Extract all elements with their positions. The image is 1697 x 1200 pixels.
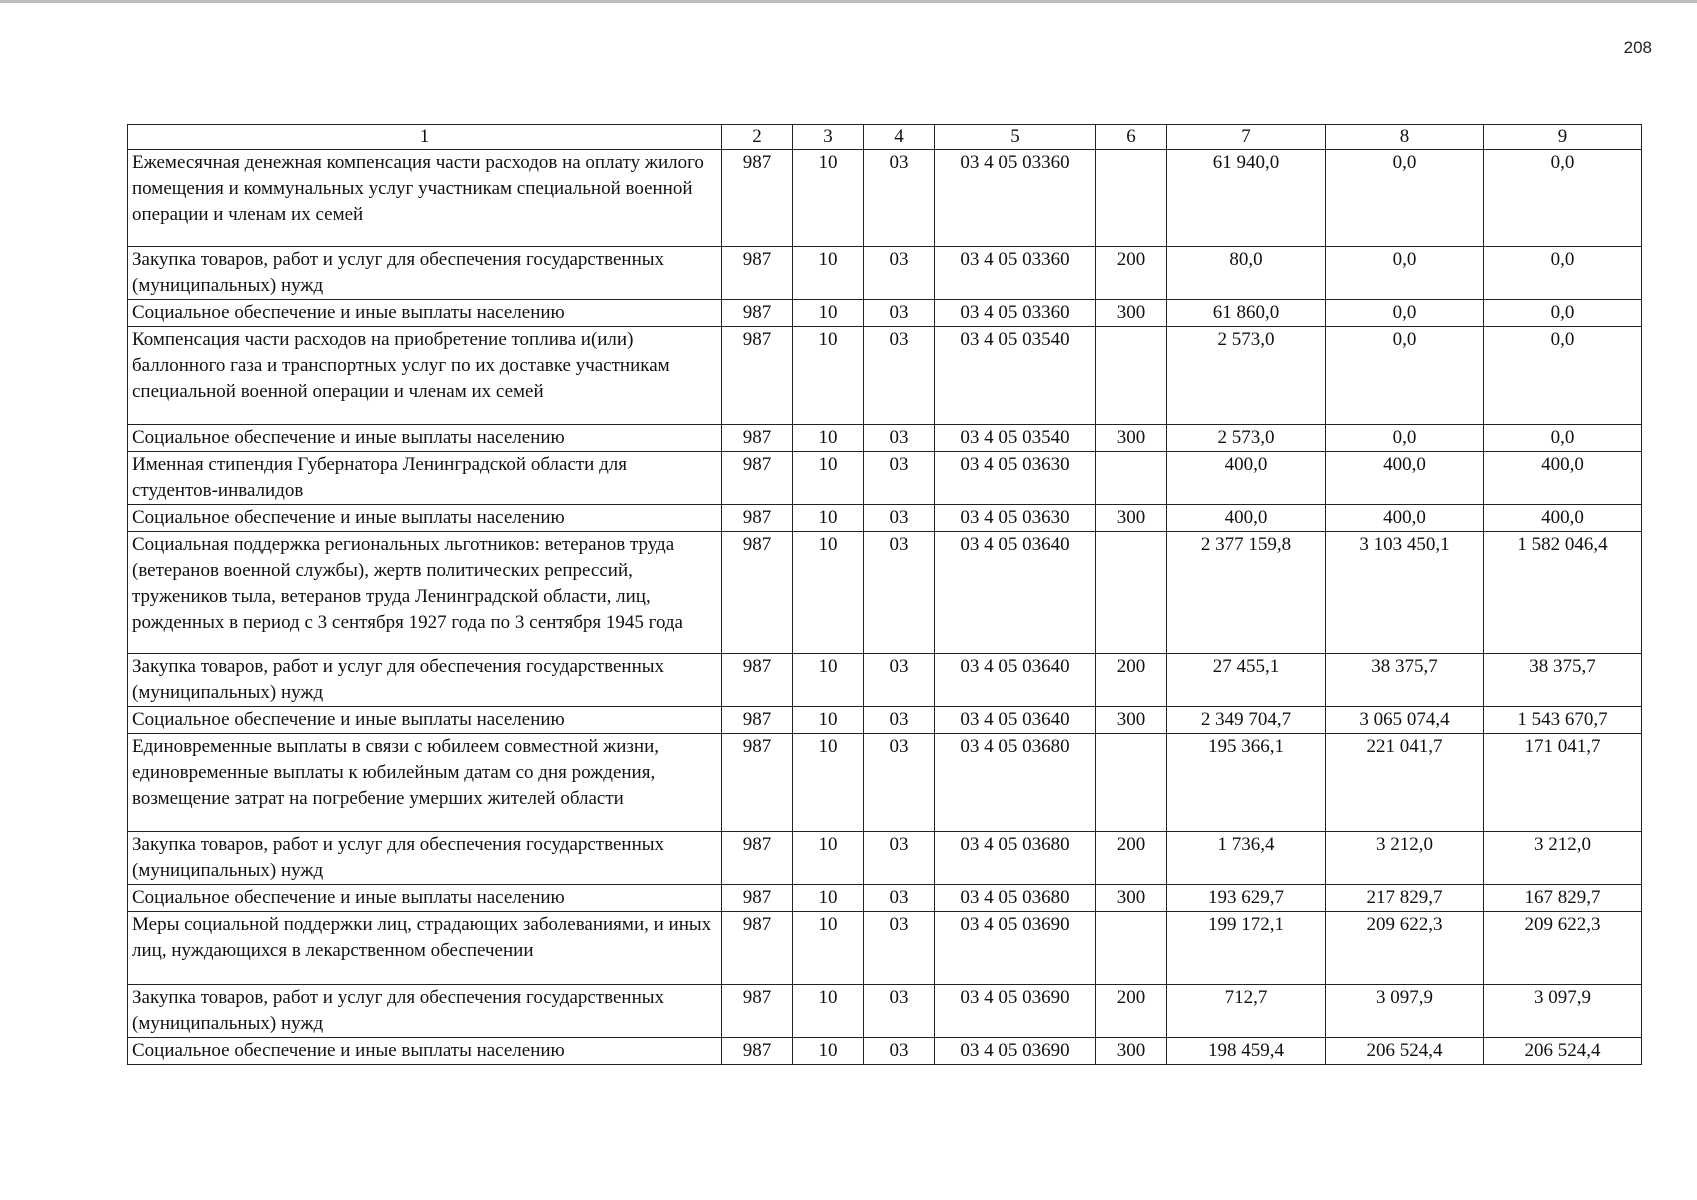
amount-col8: 0,0 xyxy=(1326,150,1484,247)
amount-col9: 3 212,0 xyxy=(1484,832,1642,885)
admin-code: 987 xyxy=(722,985,793,1038)
table-row xyxy=(128,425,1642,452)
column-number-3: 3 xyxy=(793,125,864,150)
table-row xyxy=(128,734,1642,832)
amount-col8: 38 375,7 xyxy=(1326,654,1484,707)
amount-col9: 0,0 xyxy=(1484,150,1642,247)
row-name: Социальное обеспечение и иные выплаты населению xyxy=(128,707,722,734)
row-name: Закупка товаров, работ и услуг для обеспечения государственных (муниципальных) нужд xyxy=(128,247,722,300)
budget-table xyxy=(127,124,1642,1065)
amount-col8: 0,0 xyxy=(1326,327,1484,425)
amount-col7: 2 573,0 xyxy=(1167,327,1326,425)
amount-col9: 167 829,7 xyxy=(1484,885,1642,912)
amount-col8: 400,0 xyxy=(1326,452,1484,505)
target-article: 03 4 05 03630 xyxy=(935,452,1096,505)
expense-type xyxy=(1096,452,1167,505)
section-code: 10 xyxy=(793,532,864,654)
expense-type: 300 xyxy=(1096,885,1167,912)
amount-col7: 2 573,0 xyxy=(1167,425,1326,452)
target-article: 03 4 05 03360 xyxy=(935,150,1096,247)
section-code: 10 xyxy=(793,734,864,832)
page-number: 208 xyxy=(1623,38,1652,57)
amount-col9: 171 041,7 xyxy=(1484,734,1642,832)
row-name: Именная стипендия Губернатора Ленинградской области для студентов-инвалидов xyxy=(128,452,722,505)
expense-type xyxy=(1096,532,1167,654)
scan-top-edge xyxy=(0,0,1697,3)
table-row xyxy=(128,912,1642,985)
target-article: 03 4 05 03680 xyxy=(935,832,1096,885)
expense-type xyxy=(1096,734,1167,832)
subsection-code: 03 xyxy=(864,532,935,654)
expense-type: 200 xyxy=(1096,654,1167,707)
column-number-9: 9 xyxy=(1484,125,1642,150)
admin-code: 987 xyxy=(722,300,793,327)
column-number-4: 4 xyxy=(864,125,935,150)
amount-col8: 217 829,7 xyxy=(1326,885,1484,912)
amount-col9: 1 582 046,4 xyxy=(1484,532,1642,654)
admin-code: 987 xyxy=(722,327,793,425)
amount-col8: 400,0 xyxy=(1326,505,1484,532)
row-name: Меры социальной поддержки лиц, страдающих заболеваниями, и иных лиц, нуждающихся в лекарственном обеспечении xyxy=(128,912,722,985)
amount-col8: 221 041,7 xyxy=(1326,734,1484,832)
expense-type: 300 xyxy=(1096,300,1167,327)
subsection-code: 03 xyxy=(864,985,935,1038)
admin-code: 987 xyxy=(722,425,793,452)
admin-code: 987 xyxy=(722,505,793,532)
amount-col8: 209 622,3 xyxy=(1326,912,1484,985)
admin-code: 987 xyxy=(722,707,793,734)
amount-col7: 61 860,0 xyxy=(1167,300,1326,327)
section-code: 10 xyxy=(793,1038,864,1065)
amount-col9: 0,0 xyxy=(1484,425,1642,452)
row-name: Ежемесячная денежная компенсация части расходов на оплату жилого помещения и коммунальных услуг участникам специальной военной операции и членам их семей xyxy=(128,150,722,247)
expense-type: 300 xyxy=(1096,707,1167,734)
admin-code: 987 xyxy=(722,150,793,247)
amount-col7: 61 940,0 xyxy=(1167,150,1326,247)
table-row xyxy=(128,532,1642,654)
subsection-code: 03 xyxy=(864,654,935,707)
target-article: 03 4 05 03690 xyxy=(935,912,1096,985)
column-number-8: 8 xyxy=(1326,125,1484,150)
amount-col9: 400,0 xyxy=(1484,452,1642,505)
amount-col8: 0,0 xyxy=(1326,300,1484,327)
amount-col8: 3 097,9 xyxy=(1326,985,1484,1038)
subsection-code: 03 xyxy=(864,300,935,327)
amount-col7: 712,7 xyxy=(1167,985,1326,1038)
row-name: Компенсация части расходов на приобретение топлива и(или) баллонного газа и транспортных услуг по их доставке участникам специальной военной операции и членам их семей xyxy=(128,327,722,425)
table-row xyxy=(128,300,1642,327)
amount-col9: 209 622,3 xyxy=(1484,912,1642,985)
amount-col9: 38 375,7 xyxy=(1484,654,1642,707)
expense-type xyxy=(1096,327,1167,425)
section-code: 10 xyxy=(793,985,864,1038)
section-code: 10 xyxy=(793,300,864,327)
section-code: 10 xyxy=(793,707,864,734)
target-article: 03 4 05 03630 xyxy=(935,505,1096,532)
target-article: 03 4 05 03540 xyxy=(935,425,1096,452)
section-code: 10 xyxy=(793,425,864,452)
amount-col8: 3 103 450,1 xyxy=(1326,532,1484,654)
subsection-code: 03 xyxy=(864,885,935,912)
target-article: 03 4 05 03640 xyxy=(935,654,1096,707)
amount-col7: 400,0 xyxy=(1167,505,1326,532)
section-code: 10 xyxy=(793,832,864,885)
row-name: Социальное обеспечение и иные выплаты населению xyxy=(128,300,722,327)
section-code: 10 xyxy=(793,654,864,707)
subsection-code: 03 xyxy=(864,247,935,300)
section-code: 10 xyxy=(793,452,864,505)
expense-type: 200 xyxy=(1096,832,1167,885)
row-name: Социальное обеспечение и иные выплаты населению xyxy=(128,885,722,912)
amount-col7: 199 172,1 xyxy=(1167,912,1326,985)
target-article: 03 4 05 03640 xyxy=(935,707,1096,734)
row-name: Социальная поддержка региональных льготников: ветеранов труда (ветеранов военной службы), жертв политических репрессий, тружеников тыла, ветеранов труда Ленинградской области, лиц, рожденных в период с 3 сентября 1927 года по 3 сентября 1945 года xyxy=(128,532,722,654)
amount-col8: 0,0 xyxy=(1326,425,1484,452)
admin-code: 987 xyxy=(722,885,793,912)
target-article: 03 4 05 03680 xyxy=(935,885,1096,912)
admin-code: 987 xyxy=(722,532,793,654)
target-article: 03 4 05 03540 xyxy=(935,327,1096,425)
amount-col7: 400,0 xyxy=(1167,452,1326,505)
amount-col9: 400,0 xyxy=(1484,505,1642,532)
amount-col9: 0,0 xyxy=(1484,327,1642,425)
subsection-code: 03 xyxy=(864,452,935,505)
row-name: Единовременные выплаты в связи с юбилеем совместной жизни, единовременные выплаты к юбилейным датам со дня рождения, возмещение затрат на погребение умерших жителей области xyxy=(128,734,722,832)
table-row xyxy=(128,505,1642,532)
table-row xyxy=(128,150,1642,247)
subsection-code: 03 xyxy=(864,1038,935,1065)
row-name: Социальное обеспечение и иные выплаты населению xyxy=(128,1038,722,1065)
table-row xyxy=(128,452,1642,505)
subsection-code: 03 xyxy=(864,150,935,247)
amount-col8: 3 065 074,4 xyxy=(1326,707,1484,734)
admin-code: 987 xyxy=(722,247,793,300)
section-code: 10 xyxy=(793,247,864,300)
column-number-5: 5 xyxy=(935,125,1096,150)
amount-col9: 206 524,4 xyxy=(1484,1038,1642,1065)
subsection-code: 03 xyxy=(864,425,935,452)
amount-col7: 195 366,1 xyxy=(1167,734,1326,832)
expense-type xyxy=(1096,912,1167,985)
target-article: 03 4 05 03690 xyxy=(935,1038,1096,1065)
row-name: Социальное обеспечение и иные выплаты населению xyxy=(128,425,722,452)
row-name: Закупка товаров, работ и услуг для обеспечения государственных (муниципальных) нужд xyxy=(128,654,722,707)
admin-code: 987 xyxy=(722,912,793,985)
amount-col7: 80,0 xyxy=(1167,247,1326,300)
amount-col7: 193 629,7 xyxy=(1167,885,1326,912)
subsection-code: 03 xyxy=(864,734,935,832)
subsection-code: 03 xyxy=(864,505,935,532)
amount-col9: 0,0 xyxy=(1484,300,1642,327)
section-code: 10 xyxy=(793,327,864,425)
admin-code: 987 xyxy=(722,452,793,505)
subsection-code: 03 xyxy=(864,327,935,425)
section-code: 10 xyxy=(793,885,864,912)
target-article: 03 4 05 03640 xyxy=(935,532,1096,654)
column-number-6: 6 xyxy=(1096,125,1167,150)
admin-code: 987 xyxy=(722,654,793,707)
amount-col7: 198 459,4 xyxy=(1167,1038,1326,1065)
table-row xyxy=(128,1038,1642,1065)
subsection-code: 03 xyxy=(864,912,935,985)
table-row xyxy=(128,327,1642,425)
section-code: 10 xyxy=(793,505,864,532)
amount-col7: 1 736,4 xyxy=(1167,832,1326,885)
section-code: 10 xyxy=(793,150,864,247)
amount-col8: 3 212,0 xyxy=(1326,832,1484,885)
table-row xyxy=(128,654,1642,707)
row-name: Закупка товаров, работ и услуг для обеспечения государственных (муниципальных) нужд xyxy=(128,985,722,1038)
target-article: 03 4 05 03690 xyxy=(935,985,1096,1038)
row-name: Социальное обеспечение и иные выплаты населению xyxy=(128,505,722,532)
column-number-row xyxy=(128,125,1642,150)
row-name: Закупка товаров, работ и услуг для обеспечения государственных (муниципальных) нужд xyxy=(128,832,722,885)
column-number-1: 1 xyxy=(128,125,722,150)
column-number-2: 2 xyxy=(722,125,793,150)
amount-col7: 2 377 159,8 xyxy=(1167,532,1326,654)
table-row xyxy=(128,247,1642,300)
target-article: 03 4 05 03680 xyxy=(935,734,1096,832)
table-row xyxy=(128,885,1642,912)
expense-type: 300 xyxy=(1096,1038,1167,1065)
expense-type: 200 xyxy=(1096,985,1167,1038)
admin-code: 987 xyxy=(722,734,793,832)
table-row xyxy=(128,707,1642,734)
section-code: 10 xyxy=(793,912,864,985)
expense-type: 200 xyxy=(1096,247,1167,300)
amount-col8: 206 524,4 xyxy=(1326,1038,1484,1065)
amount-col7: 2 349 704,7 xyxy=(1167,707,1326,734)
expense-type: 300 xyxy=(1096,425,1167,452)
amount-col9: 1 543 670,7 xyxy=(1484,707,1642,734)
target-article: 03 4 05 03360 xyxy=(935,300,1096,327)
amount-col8: 0,0 xyxy=(1326,247,1484,300)
subsection-code: 03 xyxy=(864,832,935,885)
admin-code: 987 xyxy=(722,1038,793,1065)
target-article: 03 4 05 03360 xyxy=(935,247,1096,300)
column-number-7: 7 xyxy=(1167,125,1326,150)
table-row xyxy=(128,985,1642,1038)
amount-col7: 27 455,1 xyxy=(1167,654,1326,707)
expense-type xyxy=(1096,150,1167,247)
amount-col9: 0,0 xyxy=(1484,247,1642,300)
table-row xyxy=(128,832,1642,885)
admin-code: 987 xyxy=(722,832,793,885)
subsection-code: 03 xyxy=(864,707,935,734)
expense-type: 300 xyxy=(1096,505,1167,532)
amount-col9: 3 097,9 xyxy=(1484,985,1642,1038)
